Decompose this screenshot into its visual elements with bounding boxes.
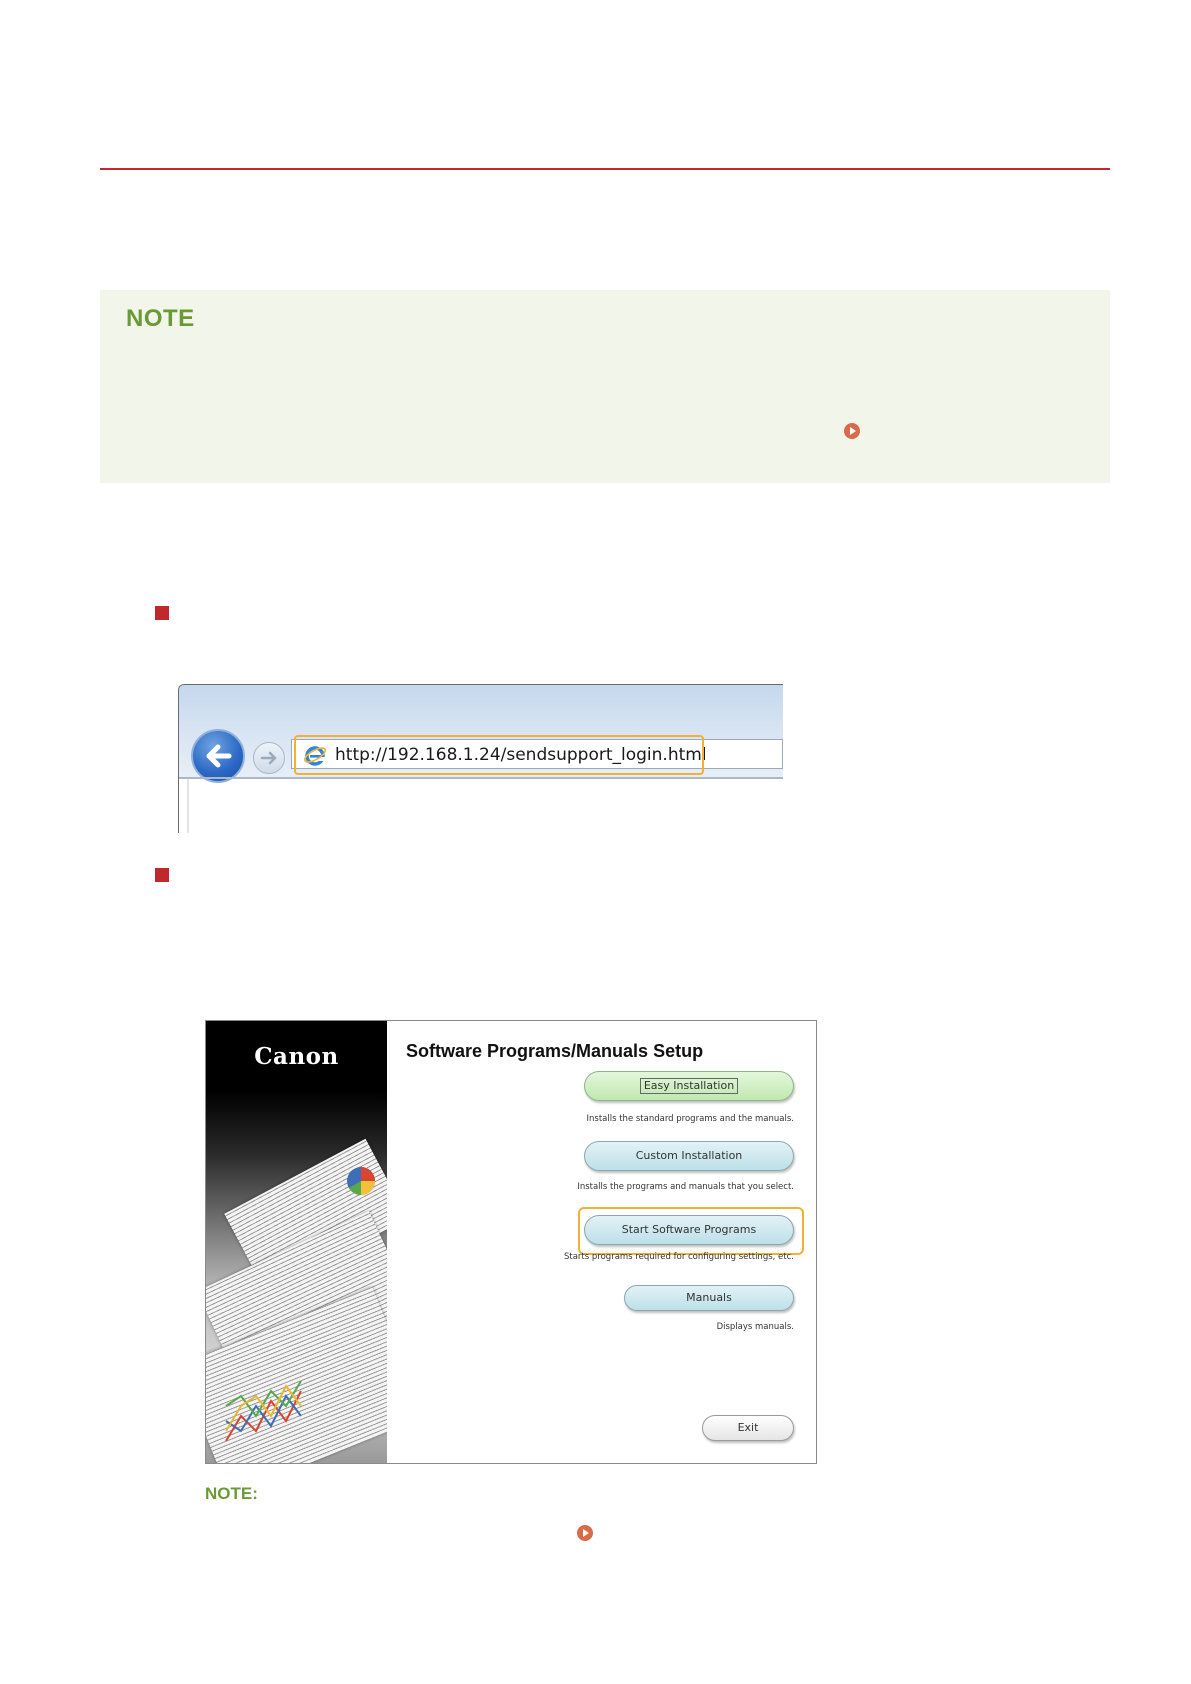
easy-installation-label: Easy Installation bbox=[640, 1078, 738, 1094]
easy-installation-button[interactable] bbox=[584, 1071, 794, 1101]
installer-side-panel bbox=[206, 1021, 387, 1463]
exit-button[interactable]: Exit bbox=[702, 1415, 794, 1441]
address-highlight bbox=[294, 735, 704, 775]
note-box bbox=[100, 290, 1110, 483]
browser-screenshot bbox=[178, 684, 783, 833]
note-title: NOTE bbox=[126, 305, 195, 332]
manuals-button[interactable]: Manuals bbox=[624, 1285, 794, 1311]
back-arrow-icon[interactable] bbox=[191, 729, 245, 783]
line-chart-icon bbox=[221, 1361, 311, 1451]
installer-title: Software Programs/Manuals Setup bbox=[406, 1041, 704, 1061]
browser-separator bbox=[179, 777, 783, 779]
custom-installation-desc: Installs the programs and manuals that you select. bbox=[577, 1182, 794, 1192]
bullet-square-icon bbox=[155, 868, 169, 882]
manuals-desc: Displays manuals. bbox=[716, 1322, 794, 1332]
pie-chart-icon bbox=[336, 1161, 386, 1201]
url-text: http://192.168.1.24/sendsupport_login.html bbox=[335, 745, 707, 765]
bottom-note-title: NOTE: bbox=[205, 1484, 258, 1503]
link-arrow-icon[interactable] bbox=[577, 1525, 593, 1541]
canon-logo: Canon bbox=[254, 1043, 339, 1070]
forward-arrow-icon[interactable] bbox=[253, 742, 285, 774]
link-arrow-icon[interactable] bbox=[844, 423, 860, 439]
start-software-programs-button[interactable]: Start Software Programs bbox=[584, 1215, 794, 1245]
custom-installation-button[interactable]: Custom Installation bbox=[584, 1141, 794, 1171]
start-software-highlight bbox=[578, 1207, 804, 1255]
section-divider bbox=[100, 168, 1110, 170]
browser-frame-edge bbox=[187, 779, 189, 833]
installer-screenshot bbox=[205, 1020, 817, 1464]
easy-installation-desc: Installs the standard programs and the manuals. bbox=[586, 1114, 794, 1124]
start-software-desc: Starts programs required for configuring settings, etc. bbox=[564, 1252, 794, 1262]
bullet-square-icon bbox=[155, 606, 169, 620]
